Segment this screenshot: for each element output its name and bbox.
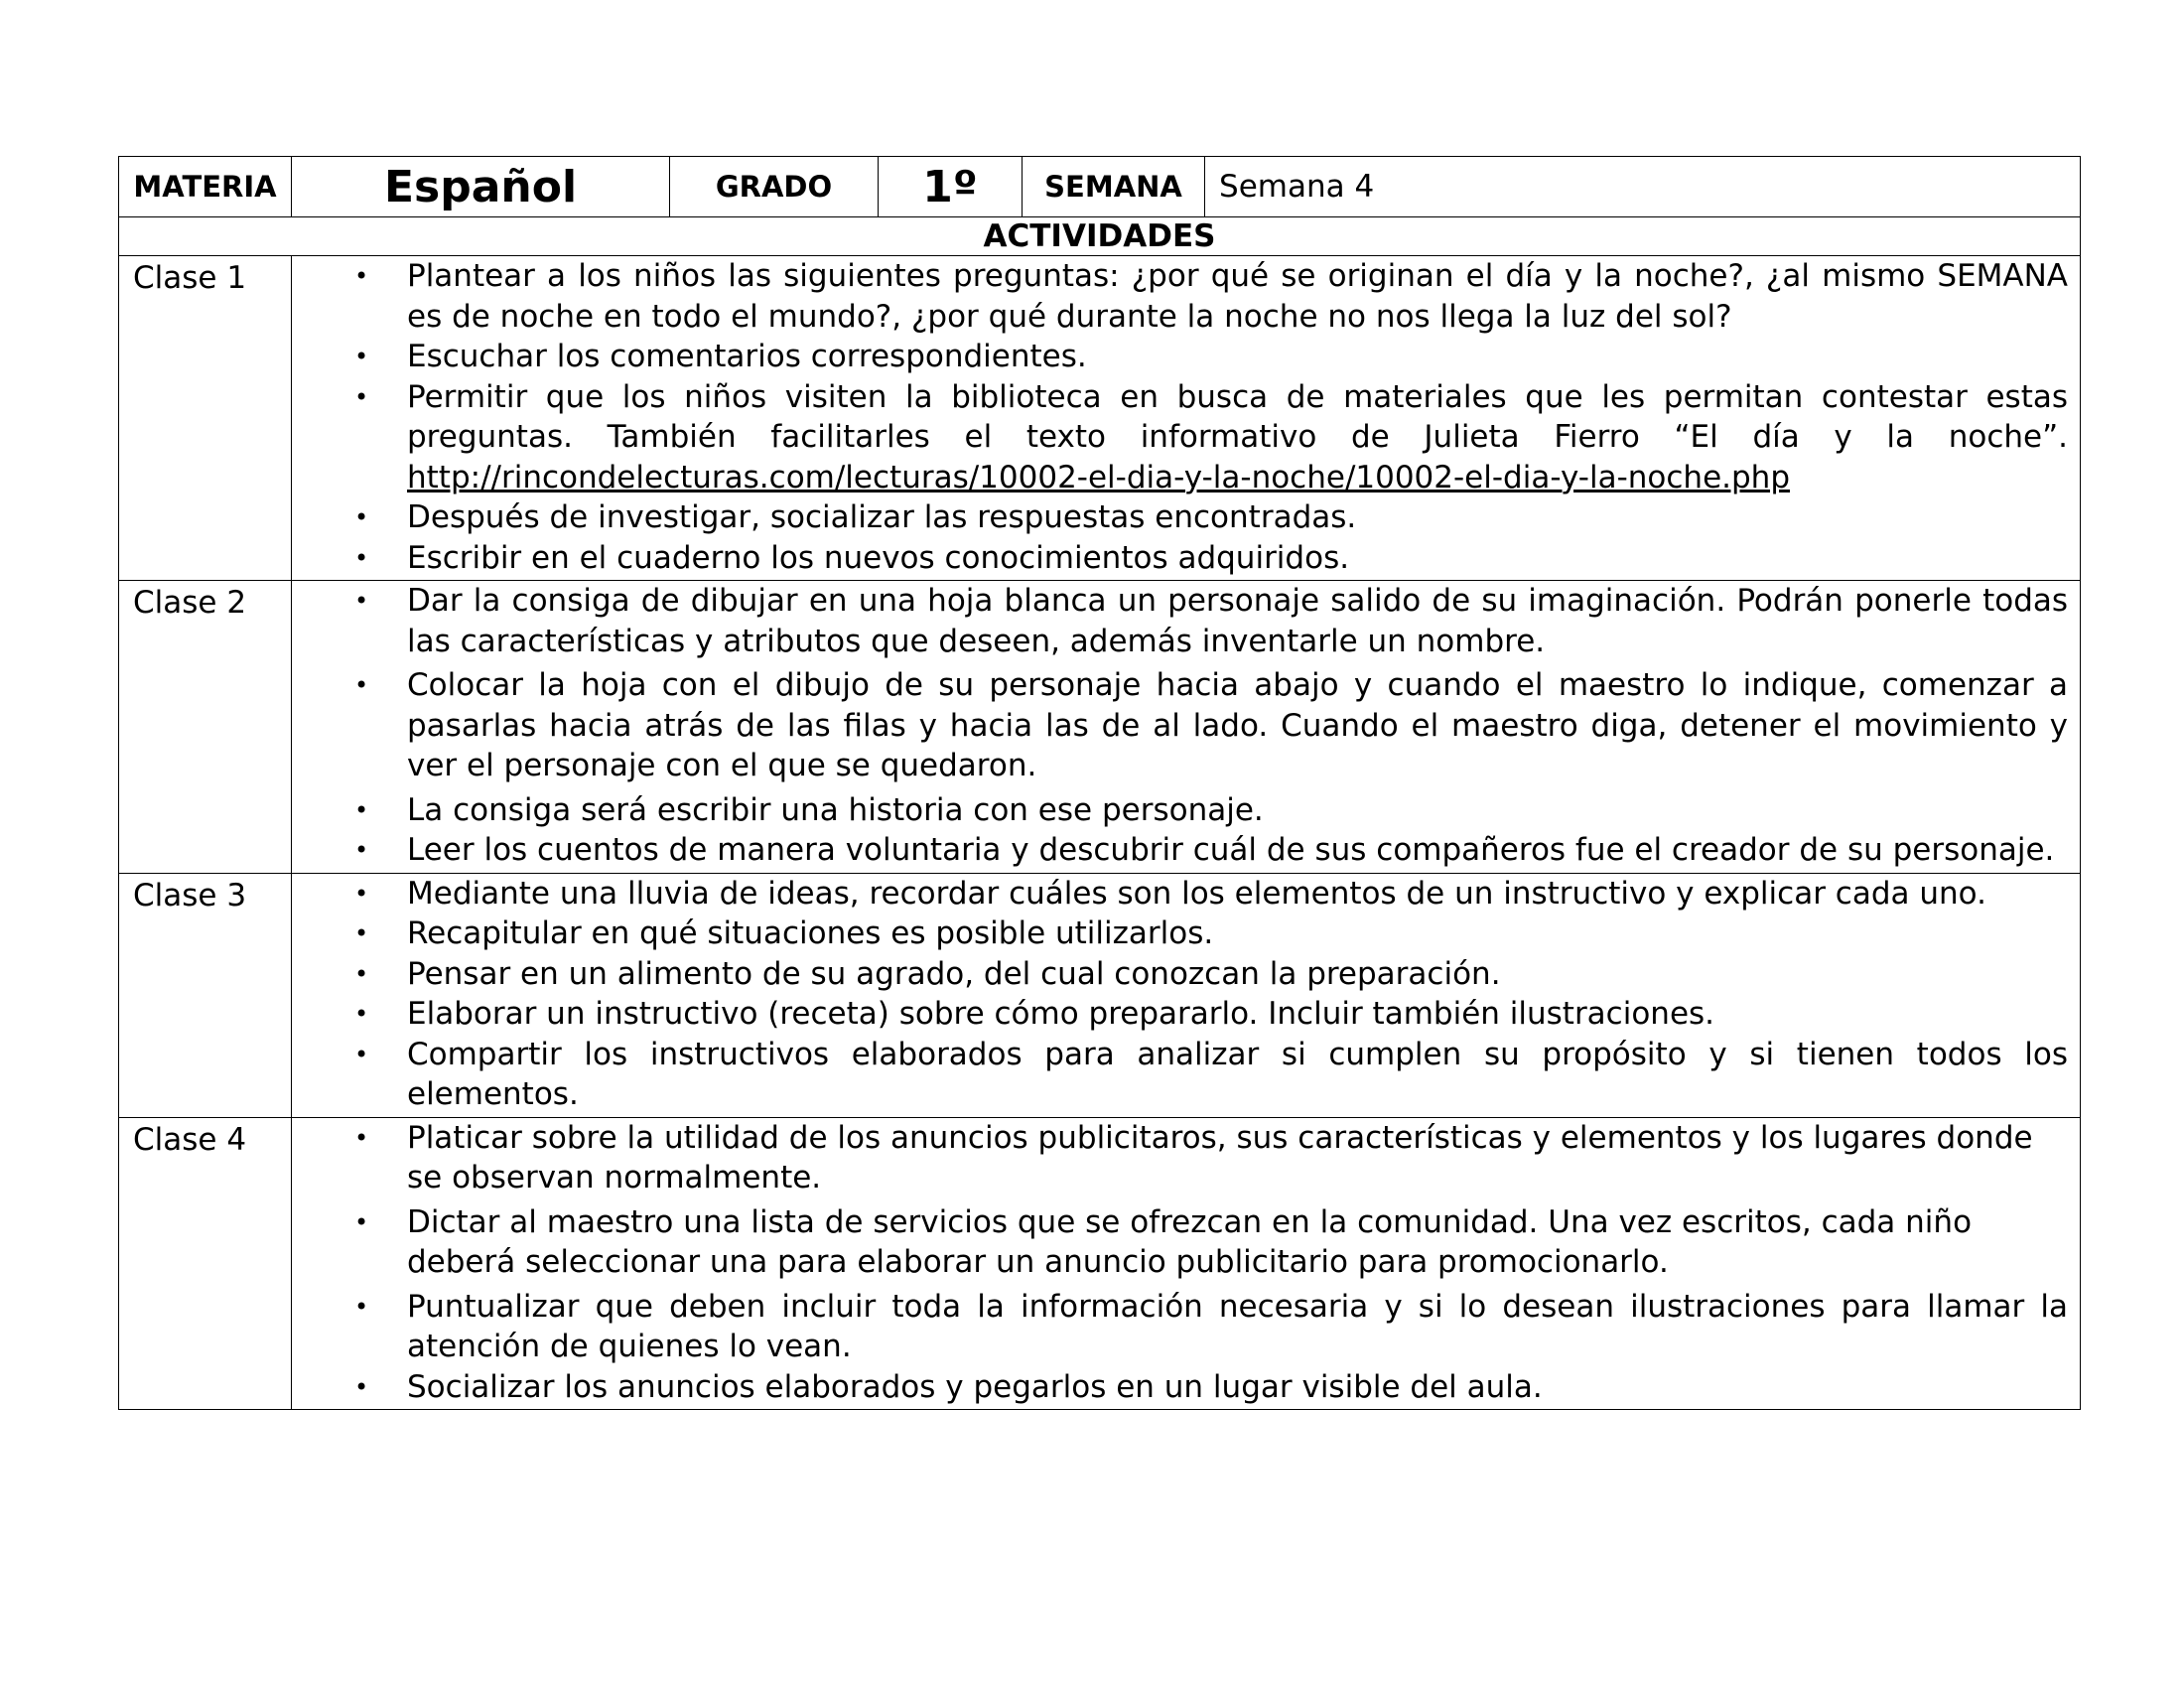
list-item: • Plantear a los niños las siguientes preguntas: ¿por qué se originan el día y la noche?, ¿al mismo SEMANA es de noche en todo el mundo?, ¿por qué durante la noche no nos llega la luz del sol? (292, 256, 2068, 337)
list-item: • Leer los cuentos de manera voluntaria y descubrir cuál de sus compañeros fue el creador de su personaje. (292, 830, 2068, 871)
clase-label: Clase 1 (119, 256, 292, 581)
clase-activities (292, 581, 2081, 874)
list-item: • Colocar la hoja con el dibujo de su personaje hacia abajo y cuando el maestro lo indique, comenzar a pasarlas hacia atrás de las filas y hacia las de al lado. Cuando el maestro diga, detener el movimiento y ver el personaje con el que se quedaron. (292, 665, 2068, 786)
list-item: • Puntualizar que deben incluir toda la información necesaria y si lo desean ilustraciones para llamar la atención de quienes lo vean. (292, 1287, 2068, 1367)
list-item: • Mediante una lluvia de ideas, recordar cuáles son los elementos de un instructivo y explicar cada uno. (292, 874, 2068, 914)
activity-list (292, 874, 2068, 1115)
reading-link[interactable]: http://rincondelecturas.com/lecturas/10002-el-dia-y-la-noche/10002-el-dia-y-la-noche.php (407, 459, 1791, 495)
clase-activities (292, 256, 2081, 581)
grado-label: GRADO (670, 157, 879, 217)
materia-label: MATERIA (119, 157, 292, 217)
list-item: • Pensar en un alimento de su agrado, del cual conozcan la preparación. (292, 954, 2068, 995)
header-row (119, 157, 2081, 217)
materia-value: Español (292, 157, 670, 217)
activity-list (292, 1118, 2068, 1408)
semana-label: SEMANA (1023, 157, 1205, 217)
clase-activities (292, 1117, 2081, 1410)
list-item: • Escribir en el cuaderno los nuevos conocimientos adquiridos. (292, 538, 2068, 579)
clase-row (119, 256, 2081, 581)
list-item: • Dar la consiga de dibujar en una hoja blanca un personaje salido de su imaginación. Podrán ponerle todas las características y atributos que deseen, además inventarle un nombre. (292, 581, 2068, 661)
list-item: • Dictar al maestro una lista de servicios que se ofrezcan en la comunidad. Una vez escritos, cada niño deberá seleccionar una para elaborar un anuncio publicitario para promocionarlo. (292, 1202, 2068, 1283)
clase-label: Clase 4 (119, 1117, 292, 1410)
activity-list (292, 256, 2068, 578)
list-item: • La consiga será escribir una historia con ese personaje. (292, 790, 2068, 831)
clase-label: Clase 2 (119, 581, 292, 874)
list-item: • Escuchar los comentarios correspondientes. (292, 337, 2068, 377)
list-item: • Socializar los anuncios elaborados y pegarlos en un lugar visible del aula. (292, 1367, 2068, 1408)
actividades-row (119, 217, 2081, 256)
list-item: • Compartir los instructivos elaborados para analizar si cumplen su propósito y si tienen todos los elementos. (292, 1035, 2068, 1115)
lesson-plan-table (118, 156, 2081, 1410)
list-item: • Platicar sobre la utilidad de los anuncios publicitaros, sus características y elementos y los lugares donde se observan normalmente. (292, 1118, 2068, 1198)
list-item-text: Permitir que los niños visiten la biblioteca en busca de materiales que les permitan contestar estas preguntas. También facilitarles el texto informativo de Julieta Fierro “El día y la noche”. (407, 378, 2069, 455)
semana-value: Semana 4 (1205, 157, 2081, 217)
list-item: • Elaborar un instructivo (receta) sobre cómo prepararlo. Incluir también ilustraciones. (292, 994, 2068, 1035)
list-item: • Recapitular en qué situaciones es posible utilizarlos. (292, 914, 2068, 954)
clase-row (119, 581, 2081, 874)
list-item (292, 377, 2068, 498)
activity-list (292, 581, 2068, 871)
actividades-title: ACTIVIDADES (119, 217, 2081, 256)
list-item: • Después de investigar, socializar las respuestas encontradas. (292, 497, 2068, 538)
clase-activities (292, 873, 2081, 1117)
grado-value: 1º (879, 157, 1023, 217)
clase-row (119, 1117, 2081, 1410)
clase-label: Clase 3 (119, 873, 292, 1117)
clase-row (119, 873, 2081, 1117)
